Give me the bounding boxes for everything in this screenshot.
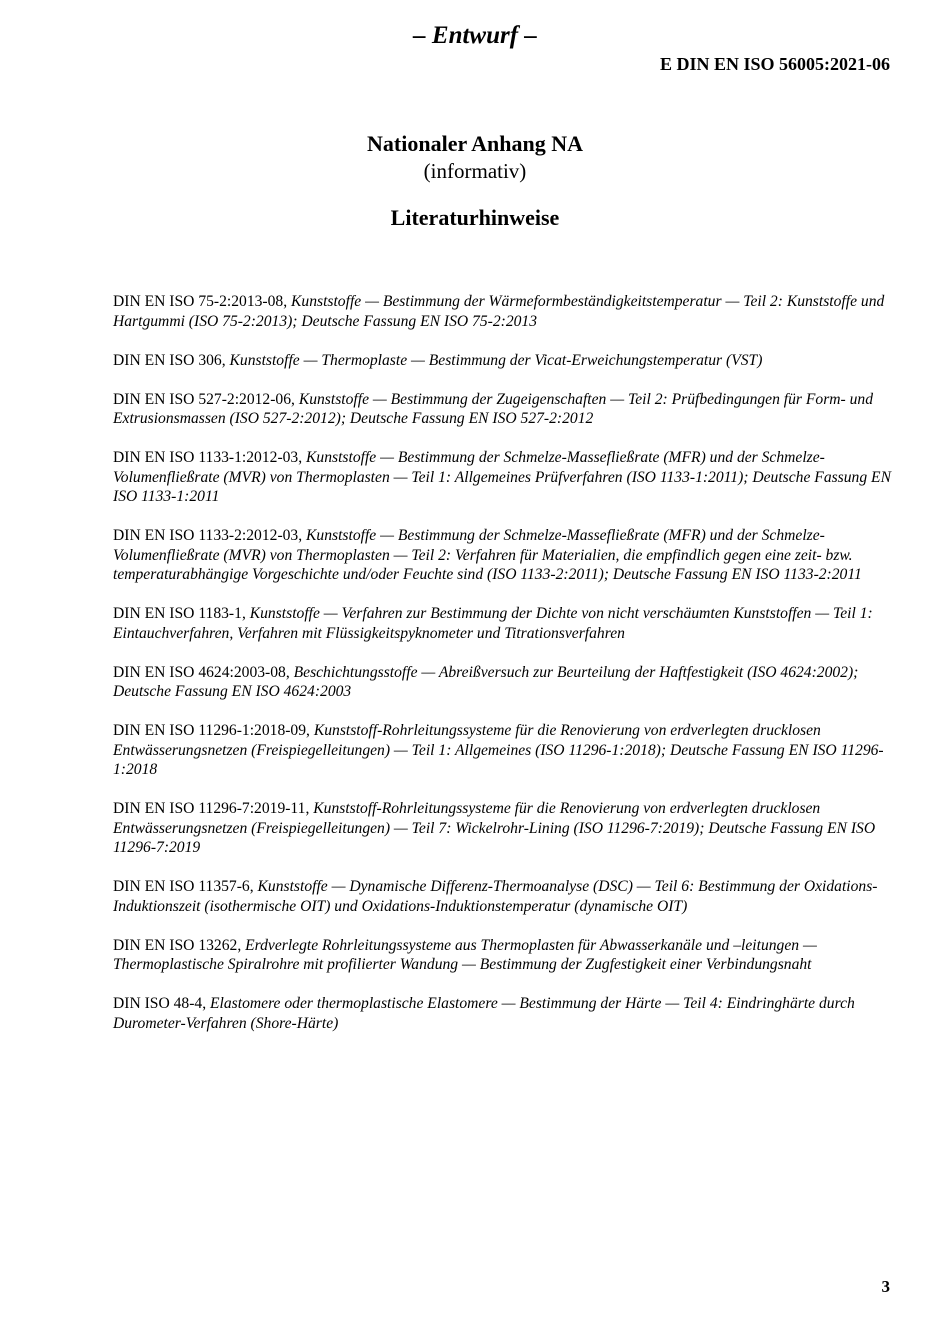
reference-title: Kunststoffe — Dynamische Differenz-Thermoanalyse (DSC) — Teil 6: Bestimmung der Oxidations-Induktionszeit (isothermische OIT) und Oxidations-Induktionstemperatur (dynamische OIT): [113, 878, 878, 915]
reference-code: DIN EN ISO 11296-1:2018-09: [113, 722, 307, 739]
reference-title: Beschichtungsstoffe — Abreißversuch zur Beurteilung der Haftfestigkeit (ISO 4624:2002); Deutsche Fassung EN ISO 4624:2003: [113, 663, 859, 700]
reference-item: DIN EN ISO 527-2:2012-06, Kunststoffe — Bestimmung der Zugeigenschaften — Teil 2: Prüfbedingungen für Form- und Extrusionsmassen (ISO 527-2:2012); Deutsche Fassung EN ISO 527-2:2012: [113, 390, 874, 427]
draft-label: – Entwurf –: [413, 22, 537, 49]
reference-title: Kunststoffe — Thermoplaste — Bestimmung der Vicat-Erweichungstemperatur (VST): [229, 351, 763, 369]
reference-code: DIN ISO 48-4: [113, 995, 203, 1012]
reference-title: Kunststoffe — Bestimmung der Schmelze-Massefließrate (MFR) und der Schmelze-Volumenfließrate (MVR) von Thermoplasten — Teil 1: Allgemeines Prüfverfahren (ISO 1133-1:2011); Deutsche Fassung EN ISO 1133-1:2011: [113, 449, 891, 505]
annex-heading: [0, 130, 950, 184]
reference-code: DIN EN ISO 306: [113, 351, 222, 369]
reference-item: DIN EN ISO 75-2:2013-08, Kunststoffe — Bestimmung der Wärmeformbeständigkeitstemperatur — Teil 2: Kunststoffe und Hartgummi (ISO 75-2:2013); Deutsche Fassung EN ISO 75-2:2013: [113, 293, 885, 330]
page-number: 3: [881, 1277, 890, 1296]
reference-title: Kunststoff-Rohrleitungssysteme für die Renovierung von erdverlegten drucklosen Entwässerungsnetzen (Freispiegelleitungen) — Teil 7: Wickelrohr-Lining (ISO 11296-7:2019); Deutsche Fassung EN ISO 11296-7:2019: [113, 800, 876, 856]
reference-item: DIN EN ISO 1133-2:2012-03, Kunststoffe — Bestimmung der Schmelze-Massefließrate (MFR) und der Schmelze-Volumenfließrate (MVR) von Thermoplasten — Teil 2: Verfahren für Materialien, die empfindlich gegen eine zeit- bzw. temperaturabhängige Vorgeschichte und/oder Feuchte sind (ISO 1133-2:2011); Deutsche Fassung EN ISO 1133-2:2011: [113, 527, 862, 583]
reference-code: DIN EN ISO 1183-1: [113, 605, 242, 622]
reference-code: DIN EN ISO 527-2:2012-06: [113, 390, 292, 408]
document-number: E DIN EN ISO 56005:2021-06: [659, 54, 890, 74]
reference-item: DIN EN ISO 1133-1:2012-03, Kunststoffe — Bestimmung der Schmelze-Massefließrate (MFR) und der Schmelze-Volumenfließrate (MVR) von Thermoplasten — Teil 1: Allgemeines Prüfverfahren (ISO 1133-1:2011); Deutsche Fassung EN ISO 1133-1:2011: [113, 449, 891, 505]
reference-code: DIN EN ISO 11296-7:2019-11: [113, 800, 306, 817]
reference-item: DIN EN ISO 11357-6, Kunststoffe — Dynamische Differenz-Thermoanalyse (DSC) — Teil 6: Bestimmung der Oxidations-Induktionszeit (isothermische OIT) und Oxidations-Induktionstemperatur (dynamische OIT): [113, 878, 878, 915]
reference-title: Kunststoffe — Bestimmung der Wärmeformbeständigkeitstemperatur — Teil 2: Kunststoffe und Hartgummi (ISO 75-2:2013); Deutsche Fassung EN ISO 75-2:2013: [113, 293, 885, 330]
reference-item: DIN EN ISO 11296-1:2018-09, Kunststoff-Rohrleitungssysteme für die Renovierung von erdverlegten drucklosen Entwässerungsnetzen (Freispiegelleitungen) — Teil 1: Allgemeines (ISO 11296-1:2018); Deutsche Fassung EN ISO 11296-1:2018: [113, 722, 884, 778]
reference-code: DIN EN ISO 11357-6: [113, 878, 250, 895]
reference-item: DIN EN ISO 4624:2003-08, Beschichtungsstoffe — Abreißversuch zur Beurteilung der Haftfestigkeit (ISO 4624:2002); Deutsche Fassung EN ISO 4624:2003: [113, 663, 859, 700]
reference-title: Kunststoffe — Bestimmung der Zugeigenschaften — Teil 2: Prüfbedingungen für Form- und Extrusionsmassen (ISO 527-2:2012); Deutsche Fassung EN ISO 527-2:2012: [113, 390, 874, 427]
reference-item: DIN ISO 48-4, Elastomere oder thermoplastische Elastomere — Bestimmung der Härte — Teil 4: Eindringhärte durch Durometer-Verfahren (Shore-Härte): [113, 995, 855, 1032]
reference-list: [113, 292, 893, 1053]
reference-item: DIN EN ISO 13262, Erdverlegte Rohrleitungssysteme aus Thermoplasten für Abwasserkanäle und –leitungen — Thermoplastische Spiralrohre mit profilierter Wandung — Bestimmung der Zugfestigkeit einer Verbindungsnaht: [113, 936, 817, 973]
reference-item: DIN EN ISO 1183-1, Kunststoffe — Verfahren zur Bestimmung der Dichte von nicht verschäumten Kunststoffen — Teil 1: Eintauchverfahren, Verfahren mit Flüssigkeitspyknometer und Titrationsverfahren: [113, 605, 873, 642]
reference-title: Elastomere oder thermoplastische Elastomere — Bestimmung der Härte — Teil 4: Eindringhärte durch Durometer-Verfahren (Shore-Härte): [113, 995, 855, 1032]
annex-title: Nationaler Anhang NA: [367, 131, 583, 156]
reference-code: DIN EN ISO 1133-2:2012-03: [113, 527, 299, 544]
reference-title: Kunststoff-Rohrleitungssysteme für die Renovierung von erdverlegten drucklosen Entwässerungsnetzen (Freispiegelleitungen) — Teil 1: Allgemeines (ISO 11296-1:2018); Deutsche Fassung EN ISO 11296-1:2018: [113, 722, 884, 778]
reference-title: Kunststoffe — Verfahren zur Bestimmung der Dichte von nicht verschäumten Kunststoffen — Teil 1: Eintauchverfahren, Verfahren mit Flüssigkeitspyknometer und Titrationsverfahren: [113, 605, 873, 642]
bibliography-title: Literaturhinweise: [390, 205, 560, 230]
reference-code: DIN EN ISO 1133-1:2012-03: [113, 449, 299, 466]
reference-code: DIN EN ISO 4624:2003-08: [113, 663, 286, 681]
reference-item: DIN EN ISO 306, Kunststoffe — Thermoplaste — Bestimmung der Vicat-Erweichungstemperatur (VST): [113, 351, 763, 369]
reference-code: DIN EN ISO 75-2:2013-08: [113, 293, 284, 310]
reference-item: DIN EN ISO 11296-7:2019-11, Kunststoff-Rohrleitungssysteme für die Renovierung von erdverlegten drucklosen Entwässerungsnetzen (Freispiegelleitungen) — Teil 7: Wickelrohr-Lining (ISO 11296-7:2019); Deutsche Fassung EN ISO 11296-7:2019: [113, 800, 876, 856]
reference-title: Erdverlegte Rohrleitungssysteme aus Thermoplasten für Abwasserkanäle und –leitungen — Thermoplastische Spiralrohre mit profilierter Wandung — Bestimmung der Zugfestigkeit einer Verbindungsnaht: [113, 936, 817, 973]
annex-subtitle: (informativ): [423, 159, 527, 183]
reference-title: Kunststoffe — Bestimmung der Schmelze-Massefließrate (MFR) und der Schmelze-Volumenfließrate (MVR) von Thermoplasten — Teil 2: Verfahren für Materialien, die empfindlich gegen eine zeit- bzw. temperaturabhängige Vorgeschichte und/oder Feuchte sind (ISO 1133-2:2011); Deutsche Fassung EN ISO 1133-2:2011: [113, 527, 862, 583]
reference-code: DIN EN ISO 13262: [113, 936, 238, 954]
